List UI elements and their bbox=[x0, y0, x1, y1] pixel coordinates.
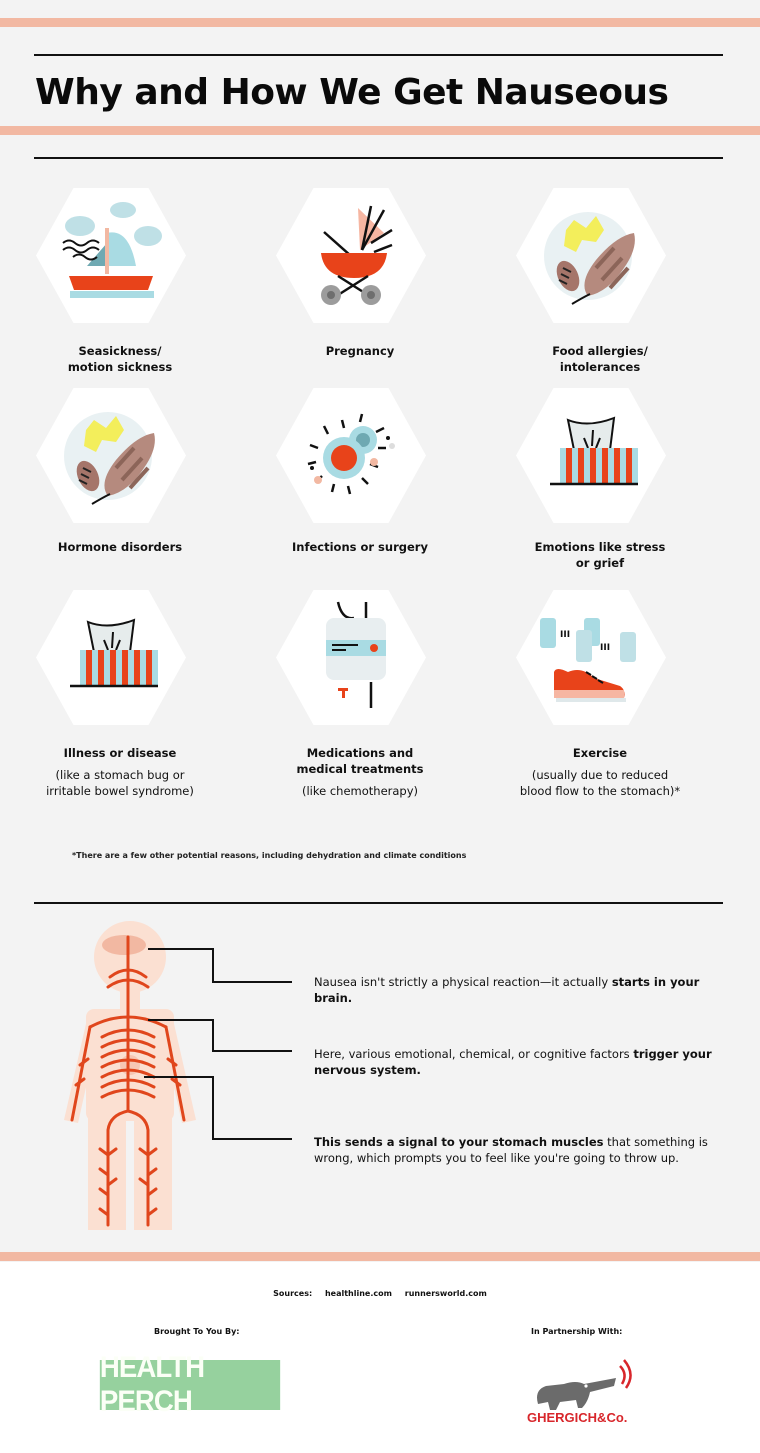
iv-bag-icon bbox=[276, 590, 426, 725]
top-accent-band bbox=[0, 18, 760, 27]
cause-label: Pregnancy bbox=[325, 344, 395, 358]
connector-line-2-tail bbox=[214, 1050, 292, 1052]
cause-label: Exercise bbox=[572, 746, 628, 760]
baby-stroller-icon bbox=[276, 188, 426, 323]
footer-accent-band bbox=[0, 1252, 760, 1261]
partnership-label: In Partnership With: bbox=[531, 1327, 623, 1336]
cause-sublabel: (like chemotherapy) bbox=[301, 784, 419, 798]
virus-cell-icon bbox=[276, 388, 426, 523]
cause-label: Infections or surgery bbox=[292, 540, 428, 554]
connector-line-2 bbox=[148, 1019, 214, 1052]
brought-by-label: Brought To You By: bbox=[154, 1327, 240, 1336]
cause-pregnancy bbox=[240, 188, 480, 378]
ghergich-logo-text[interactable]: GHERGICH&Co. bbox=[527, 1410, 628, 1425]
cause-label: Emotions like stress or grief bbox=[534, 540, 666, 570]
svg-text:III: III bbox=[600, 643, 611, 653]
food-peanut-bread-icon bbox=[36, 388, 186, 523]
food-peanut-bread-icon bbox=[516, 188, 666, 323]
cause-label: Seasickness/ motion sickness bbox=[67, 344, 173, 374]
cause-label: Medications and medical treatments bbox=[296, 746, 424, 776]
connector-line-3 bbox=[144, 1076, 214, 1140]
connector-line-1-tail bbox=[214, 981, 292, 983]
section-divider bbox=[34, 902, 723, 904]
cause-label: Hormone disorders bbox=[57, 540, 183, 554]
cause-infections-surgery bbox=[240, 388, 480, 578]
footnote: *There are a few other potential reasons, including dehydration and climate conditions bbox=[72, 851, 467, 860]
title-accent-band bbox=[0, 126, 760, 135]
cause-sublabel: (like a stomach bug or irritable bowel syndrome) bbox=[46, 768, 194, 798]
cause-hormone-disorders bbox=[0, 388, 240, 578]
connector-line-1 bbox=[148, 948, 214, 983]
tissue-box-icon bbox=[516, 388, 666, 523]
cause-emotions bbox=[480, 388, 720, 578]
cause-seasickness bbox=[0, 188, 240, 378]
source-link[interactable]: runnersworld.com bbox=[404, 1289, 487, 1298]
tissue-box-icon bbox=[36, 590, 186, 725]
cause-medications bbox=[240, 590, 480, 810]
health-perch-logo[interactable]: HEALTH PERCH bbox=[100, 1360, 280, 1410]
sources bbox=[0, 1289, 760, 1298]
sailboat-icon bbox=[36, 188, 186, 323]
cause-label: Food allergies/ intolerances bbox=[552, 344, 648, 374]
connector-line-3-tail bbox=[214, 1138, 292, 1140]
title-top-rule bbox=[34, 54, 723, 56]
dumbbell-sneaker-icon bbox=[516, 590, 666, 725]
sources-label: Sources: bbox=[273, 1289, 313, 1298]
svg-text:III: III bbox=[560, 630, 571, 640]
process-step-2: Here, various emotional, chemical, or cognitive factors trigger your nervous system. bbox=[314, 1047, 712, 1077]
cause-sublabel: (usually due to reduced blood flow to the stomach)* bbox=[519, 768, 681, 798]
cause-food-allergies bbox=[480, 188, 720, 378]
page-title: Why and How We Get Nauseous bbox=[35, 72, 669, 113]
cause-illness bbox=[0, 590, 240, 810]
process-step-1: Nausea isn't strictly a physical reaction—it actually starts in your brain. bbox=[314, 975, 700, 1005]
cause-label: Illness or disease bbox=[63, 746, 177, 760]
source-link[interactable]: healthline.com bbox=[324, 1289, 392, 1298]
cause-exercise bbox=[480, 590, 720, 810]
process-step-3: This sends a signal to your stomach muscles that something is wrong, which prompts you to feel like you're going to throw up. bbox=[314, 1135, 708, 1165]
title-bottom-rule bbox=[34, 157, 723, 159]
